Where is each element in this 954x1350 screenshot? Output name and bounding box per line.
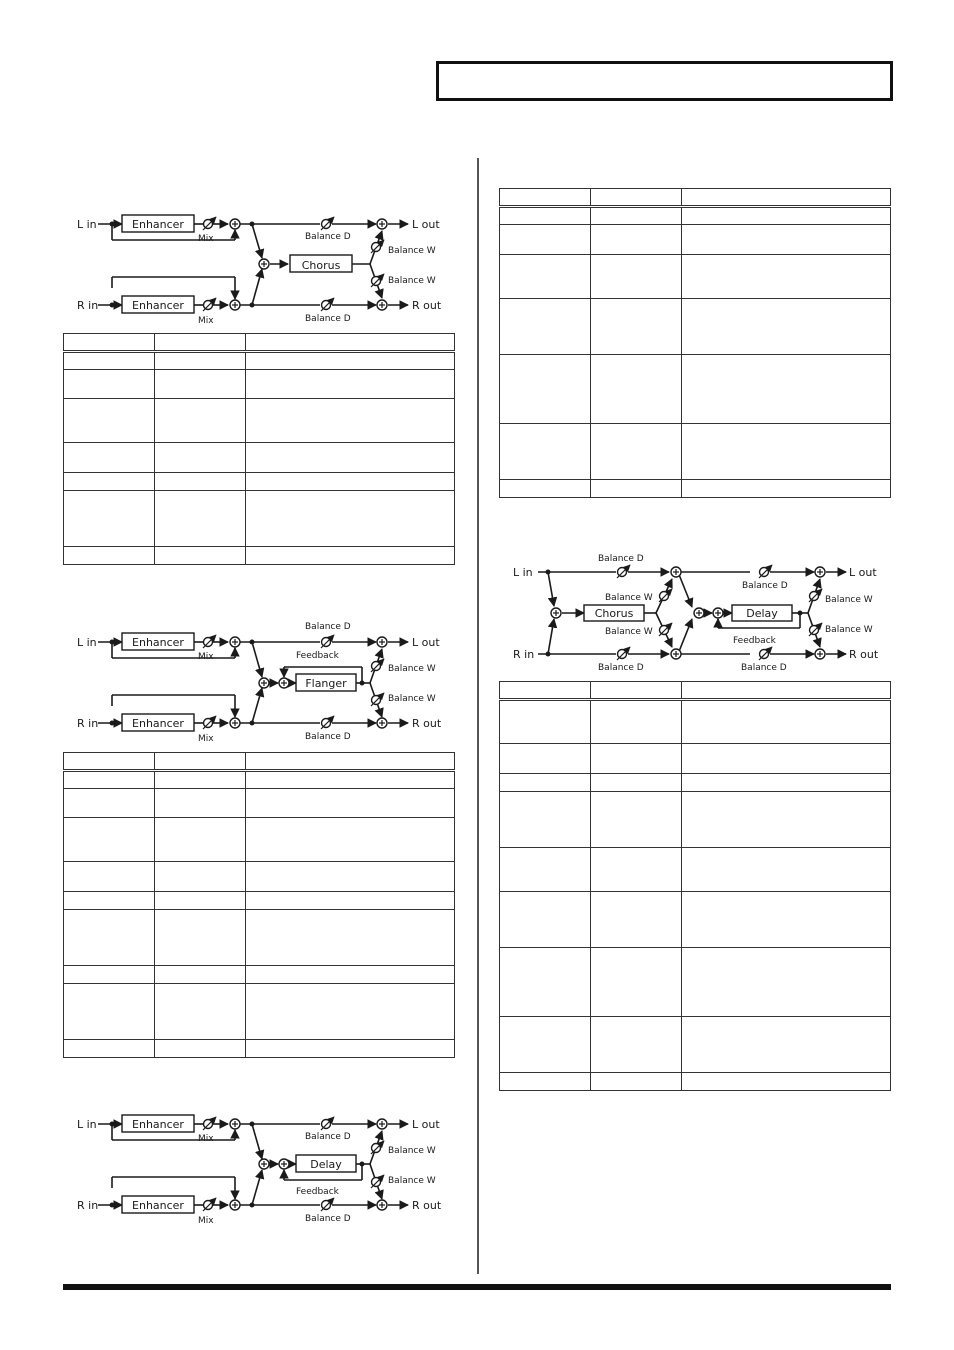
balance-d-label: Balance D: [598, 663, 644, 673]
r-in-label: R in: [77, 299, 99, 312]
delay-label: Delay: [746, 607, 778, 620]
parameter-table-3: [499, 188, 891, 498]
page-header-box: [436, 61, 893, 101]
balance-d-label: Balance D: [598, 554, 644, 564]
mix-label: Mix: [198, 1216, 214, 1226]
balance-d-label: Balance D: [305, 1214, 351, 1224]
balance-w-label: Balance W: [605, 593, 653, 603]
mix-label: Mix: [198, 1134, 214, 1144]
r-out-label: R out: [849, 648, 879, 661]
l-out-label: L out: [412, 1118, 440, 1131]
mix-label: Mix: [198, 316, 214, 326]
feedback-label: Feedback: [296, 1187, 339, 1197]
enhancer-label: Enhancer: [132, 1199, 184, 1212]
mix-label: Mix: [198, 234, 214, 244]
diagram-chorus-delay: [496, 550, 896, 675]
r-out-label: R out: [412, 299, 442, 312]
balance-d-label: Balance D: [741, 663, 787, 673]
l-out-label: L out: [849, 566, 877, 579]
r-in-label: R in: [77, 1199, 99, 1212]
r-in-label: R in: [513, 648, 535, 661]
enhancer-label: Enhancer: [132, 717, 184, 730]
balance-w-label: Balance W: [388, 1176, 436, 1186]
balance-d-label: Balance D: [305, 622, 351, 632]
balance-d-label: Balance D: [305, 732, 351, 742]
balance-w-label: Balance W: [388, 1146, 436, 1156]
feedback-label: Feedback: [296, 651, 339, 661]
column-divider: [477, 158, 479, 1274]
balance-w-label: Balance W: [825, 625, 873, 635]
enhancer-label: Enhancer: [132, 299, 184, 312]
l-out-label: L out: [412, 218, 440, 231]
chorus-label: Chorus: [594, 607, 634, 620]
parameter-table-2: [63, 752, 455, 1058]
l-out-label: L out: [412, 636, 440, 649]
flanger-label: Flanger: [305, 677, 347, 690]
balance-w-label: Balance W: [388, 694, 436, 704]
r-out-label: R out: [412, 717, 442, 730]
enhancer-label: Enhancer: [132, 1118, 184, 1131]
l-in-label: L in: [77, 636, 97, 649]
l-in-label: L in: [513, 566, 533, 579]
mix-label: Mix: [198, 652, 214, 662]
diagram-enhancer-flanger: [60, 622, 460, 747]
balance-d-label: Balance D: [305, 314, 351, 324]
enhancer-label: Enhancer: [132, 218, 184, 231]
balance-d-label: Balance D: [742, 581, 788, 591]
balance-w-label: Balance W: [388, 246, 436, 256]
r-in-label: R in: [77, 717, 99, 730]
balance-w-label: Balance W: [388, 664, 436, 674]
l-in-label: L in: [77, 218, 97, 231]
parameter-table-4: [499, 681, 891, 1091]
r-out-label: R out: [412, 1199, 442, 1212]
balance-d-label: Balance D: [305, 232, 351, 242]
footer-rule: [63, 1284, 891, 1290]
mix-label: Mix: [198, 734, 214, 744]
balance-w-label: Balance W: [825, 595, 873, 605]
diagram-enhancer-chorus: [60, 205, 460, 330]
balance-d-label: Balance D: [305, 1132, 351, 1142]
delay-label: Delay: [310, 1158, 342, 1171]
l-in-label: L in: [77, 1118, 97, 1131]
diagram-enhancer-delay: [60, 1104, 460, 1229]
chorus-label: Chorus: [301, 259, 341, 272]
feedback-label: Feedback: [733, 636, 776, 646]
parameter-table-1: [63, 333, 455, 565]
balance-w-label: Balance W: [605, 627, 653, 637]
balance-w-label: Balance W: [388, 276, 436, 286]
enhancer-label: Enhancer: [132, 636, 184, 649]
